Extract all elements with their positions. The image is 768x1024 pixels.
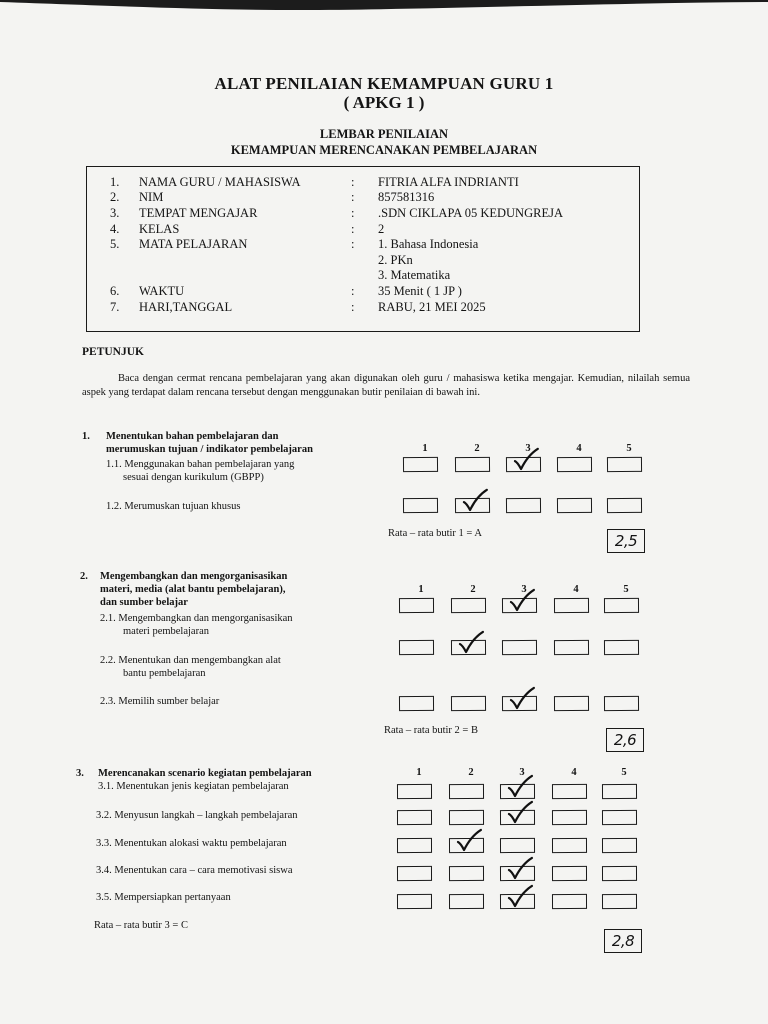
sheet-subtitle: KEMAMPUAN MERENCANAKAN PEMBELAJARAN [230,143,538,157]
identity-label: KELAS [139,222,180,236]
score-header-1: 1 [416,767,422,778]
item-2-1-label: 2.1. Mengembangkan dan mengorganisasikan materi pembelajaran [100,613,293,637]
section-3-title: Merencanakan scenario kegiatan pembelajaran [98,768,312,779]
checkmark-icon [507,802,533,824]
identity-value: 3. Matematika [378,268,451,282]
average-label-3: Rata – rata butir 3 = C [94,920,188,931]
identity-value: 1. Bahasa Indonesia [378,237,479,251]
identity-value: 2. PKn [378,253,413,267]
score-header-4: 4 [571,767,577,778]
identity-label: WAKTU [139,284,185,298]
score-box-2-2-4[interactable] [554,640,589,655]
score-box-3-5-2[interactable] [449,894,484,909]
average-label-1: Rata – rata butir 1 = A [388,528,482,539]
score-box-2-2-3[interactable] [502,640,537,655]
checkmark-icon [507,886,533,908]
identity-separator: : [351,300,355,314]
section-2-title: Mengembangkan dan mengorganisasikan materi, media (alat bantu pembelajaran), dan sumber belajar [100,571,288,608]
score-box-3-4-1[interactable] [397,866,432,881]
checkmark-icon [509,688,535,710]
score-box-1-2-3[interactable] [506,498,541,513]
section-3-number: 3. [76,768,84,779]
checkmark-icon [507,858,533,880]
score-box-2-3-3[interactable] [502,696,537,711]
instructions-heading: PETUNJUK [82,346,144,358]
identity-label: NIM [139,190,164,204]
score-box-1-2-5[interactable] [607,498,642,513]
identity-separator: : [351,237,355,251]
identity-value: .SDN CIKLAPA 05 KEDUNGREJA [378,206,563,220]
score-box-3-1-5[interactable] [602,784,637,799]
score-header-2: 2 [468,767,474,778]
score-box-2-1-4[interactable] [554,598,589,613]
score-header-1: 1 [418,584,424,595]
item-3-1-label: 3.1. Menentukan jenis kegiatan pembelajaran [98,781,289,792]
section-1-title: Menentukan bahan pembelajaran dan merumuskan tujuan / indikator pembelajaran [106,431,313,455]
section-2-number: 2. [80,571,88,582]
score-box-3-5-1[interactable] [397,894,432,909]
score-header-3: 3 [519,767,525,778]
score-header-5: 5 [626,443,632,454]
identity-label: HARI,TANGGAL [139,300,233,314]
checkmark-icon [462,490,488,512]
checkmark-icon [507,776,533,798]
score-box-3-5-4[interactable] [552,894,587,909]
identity-number: 7. [110,300,120,314]
identity-separator: : [351,175,355,189]
score-box-2-1-2[interactable] [451,598,486,613]
average-label-2: Rata – rata butir 2 = B [384,725,478,736]
score-header-5: 5 [621,767,627,778]
identity-number: 6. [110,284,120,298]
score-box-1-2-2[interactable] [455,498,490,513]
identity-number: 1. [110,175,120,189]
identity-label: NAMA GURU / MAHASISWA [139,175,301,189]
item-1-2-label: 1.2. Merumuskan tujuan khusus [106,501,241,512]
score-box-3-1-3[interactable] [500,784,535,799]
score-box-2-3-1[interactable] [399,696,434,711]
average-score-3: 2,8 [604,929,642,953]
score-box-2-3-2[interactable] [451,696,486,711]
average-score-1: 2,5 [607,529,645,553]
score-box-1-1-1[interactable] [403,457,438,472]
identity-separator: : [351,190,355,204]
score-box-2-3-4[interactable] [554,696,589,711]
checkmark-icon [456,830,482,852]
score-box-3-4-5[interactable] [602,866,637,881]
score-box-2-1-5[interactable] [604,598,639,613]
score-box-3-1-1[interactable] [397,784,432,799]
score-box-3-4-4[interactable] [552,866,587,881]
score-box-1-1-5[interactable] [607,457,642,472]
score-header-3: 3 [521,584,527,595]
item-2-3-label: 2.3. Memilih sumber belajar [100,696,220,707]
score-box-3-5-5[interactable] [602,894,637,909]
checkmark-icon [509,590,535,612]
score-box-2-2-2[interactable] [451,640,486,655]
identity-value: 2 [378,222,385,236]
section-1-number: 1. [82,431,90,442]
score-box-3-1-2[interactable] [449,784,484,799]
score-box-3-5-3[interactable] [500,894,535,909]
identity-value: RABU, 21 MEI 2025 [378,300,486,314]
item-3-3-label: 3.3. Menentukan alokasi waktu pembelajaran [96,838,287,849]
identity-separator: : [351,222,355,236]
score-header-4: 4 [573,584,579,595]
average-score-2: 2,6 [606,728,644,752]
score-box-3-4-3[interactable] [500,866,535,881]
score-box-2-2-5[interactable] [604,640,639,655]
score-box-1-2-4[interactable] [557,498,592,513]
score-box-2-1-1[interactable] [399,598,434,613]
identity-number: 2. [110,190,120,204]
identity-value: 857581316 [378,190,435,204]
item-3-2-label: 3.2. Menyusun langkah – langkah pembelajaran [96,810,298,821]
checkmark-icon [513,449,539,471]
score-box-3-1-4[interactable] [552,784,587,799]
score-box-1-1-2[interactable] [455,457,490,472]
form-title: ALAT PENILAIAN KEMAMPUAN GURU 1 [214,74,554,93]
item-2-2-label: 2.2. Menentukan dan mengembangkan alat bantu pembelajaran [100,655,281,679]
form-code: ( APKG 1 ) [343,93,425,112]
score-box-3-2-5[interactable] [602,810,637,825]
identity-number: 4. [110,222,120,236]
sheet-title: LEMBAR PENILAIAN [319,127,449,141]
score-box-3-2-2[interactable] [449,810,484,825]
score-header-3: 3 [525,443,531,454]
instructions-text: Baca dengan cermat rencana pembelajaran yang akan digunakan oleh guru / mahasiswa ketika mengajar. Kemudian, nilailah semua aspek yang terdapat dalam rencana tersebut dengan menggunakan butir penilaian di bawah ini. [82,373,690,398]
score-box-3-3-5[interactable] [602,838,637,853]
score-box-3-4-2[interactable] [449,866,484,881]
score-box-1-1-3[interactable] [506,457,541,472]
score-box-1-1-4[interactable] [557,457,592,472]
identity-number: 5. [110,237,120,251]
item-3-5-label: 3.5. Mempersiapkan pertanyaan [96,892,231,903]
item-3-4-label: 3.4. Menentukan cara – cara memotivasi siswa [96,865,293,876]
identity-value: 35 Menit ( 1 JP ) [378,284,462,298]
identity-separator: : [351,284,355,298]
score-box-1-2-1[interactable] [403,498,438,513]
identity-label: MATA PELAJARAN [139,237,248,251]
score-box-3-3-3[interactable] [500,838,535,853]
score-header-1: 1 [422,443,428,454]
score-box-2-3-5[interactable] [604,696,639,711]
score-box-3-2-3[interactable] [500,810,535,825]
score-box-3-3-1[interactable] [397,838,432,853]
identity-label: TEMPAT MENGAJAR [139,206,258,220]
score-box-2-2-1[interactable] [399,640,434,655]
score-header-4: 4 [576,443,582,454]
checkmark-icon [458,632,484,654]
identity-number: 3. [110,206,120,220]
score-box-3-3-4[interactable] [552,838,587,853]
item-1-1-label: 1.1. Menggunakan bahan pembelajaran yang sesuai dengan kurikulum (GBPP) [106,459,295,483]
score-header-2: 2 [474,443,480,454]
identity-separator: : [351,206,355,220]
scan-shadow [0,0,768,14]
identity-value: FITRIA ALFA INDRIANTI [378,175,519,189]
score-box-3-3-2[interactable] [449,838,484,853]
score-header-5: 5 [623,584,629,595]
score-box-3-2-1[interactable] [397,810,432,825]
score-box-2-1-3[interactable] [502,598,537,613]
score-box-3-2-4[interactable] [552,810,587,825]
score-header-2: 2 [470,584,476,595]
